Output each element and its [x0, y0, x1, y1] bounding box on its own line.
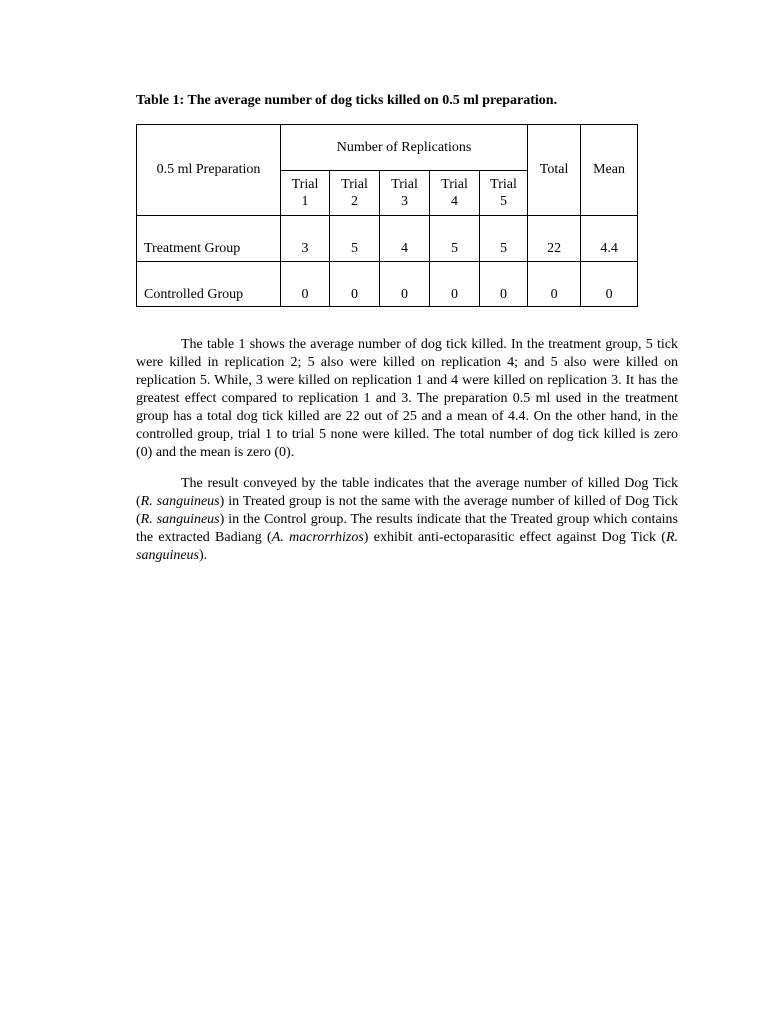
trial-header [380, 171, 430, 216]
paragraph-text: The table 1 shows the average number of dog tick killed. In the treatment group, 5 tick were killed in replication 2; 5 also were killed on replication 4; and 5 also were killed on replication 5. While, 3 were killed on replication 1 and 4 were killed on replication 3. It has the greatest effect compared to replication 1 and 3. The preparation 0.5 ml used in the treatment group has a total dog tick killed are 22 out of 25 and a mean of 4.4. On the other hand, in the controlled group, trial 1 to trial 5 none were killed. The total number of dog tick killed is zero (0) and the mean is zero (0). [136, 337, 678, 460]
trial-header [281, 171, 330, 216]
results-table [136, 124, 638, 307]
text-segment: ) in Treated group is not the same with the average number of killed of Dog Tick ( [136, 494, 678, 527]
total-cell: 0 [528, 262, 581, 307]
table-caption: Table 1: The average number of dog ticks killed on 0.5 ml preparation. [136, 93, 558, 108]
trial-header-word: Trial [291, 177, 319, 192]
paragraph-conclusion [136, 475, 678, 565]
trial-header [430, 171, 480, 216]
row-label-controlled: Controlled Group [137, 262, 281, 307]
table-cell: 0 [330, 262, 380, 307]
table-cell: 0 [480, 262, 528, 307]
mean-cell: 0 [581, 262, 638, 307]
paragraph-table-summary [136, 336, 678, 462]
replications-header: Number of Replications [281, 125, 528, 171]
table-cell: 4 [380, 216, 430, 262]
paragraph-text [136, 475, 678, 565]
table-cell: 5 [480, 216, 528, 262]
total-header: Total [528, 125, 581, 216]
species-name: A. macrorrhizos [271, 530, 364, 545]
total-cell: 22 [528, 216, 581, 262]
text-segment: ) in the Control group. The results indicate that the Treated group which contains the extracted Badiang ( [136, 512, 678, 545]
row-label-treatment: Treatment Group [137, 216, 281, 262]
trial-header-word: Trial [441, 177, 468, 192]
table-cell: 5 [330, 216, 380, 262]
trial-header-number: 5 [500, 194, 508, 209]
table-cell: 3 [281, 216, 330, 262]
trial-header [330, 171, 380, 216]
table-row [137, 262, 638, 307]
trial-header-number: 1 [301, 194, 309, 209]
text-segment: The result conveyed by the table indicates that the average number of killed Dog Tick ( [136, 476, 678, 509]
text-segment: ) exhibit anti-ectoparasitic effect against Dog Tick ( [363, 530, 666, 545]
trial-header-number: 2 [351, 194, 358, 209]
table-cell: 5 [430, 216, 480, 262]
table-cell: 0 [430, 262, 480, 307]
corner-header: 0.5 ml Preparation [137, 125, 281, 216]
table-row [137, 216, 638, 262]
species-name: R. sanguineus [140, 494, 220, 509]
species-name: R. sanguineus [140, 512, 220, 527]
header-row-1 [137, 125, 638, 171]
trial-header-word: Trial [490, 177, 517, 192]
mean-cell: 4.4 [581, 216, 638, 262]
species-name: R. sanguineus [136, 530, 678, 563]
trial-header-number: 3 [401, 194, 408, 209]
trial-header [480, 171, 528, 216]
trial-header-word: Trial [341, 177, 368, 192]
trial-header-number: 4 [451, 194, 458, 209]
table-cell: 0 [281, 262, 330, 307]
mean-header: Mean [581, 125, 638, 216]
table-cell: 0 [380, 262, 430, 307]
trial-header-word: Trial [391, 177, 418, 192]
text-segment: ). [199, 548, 208, 563]
